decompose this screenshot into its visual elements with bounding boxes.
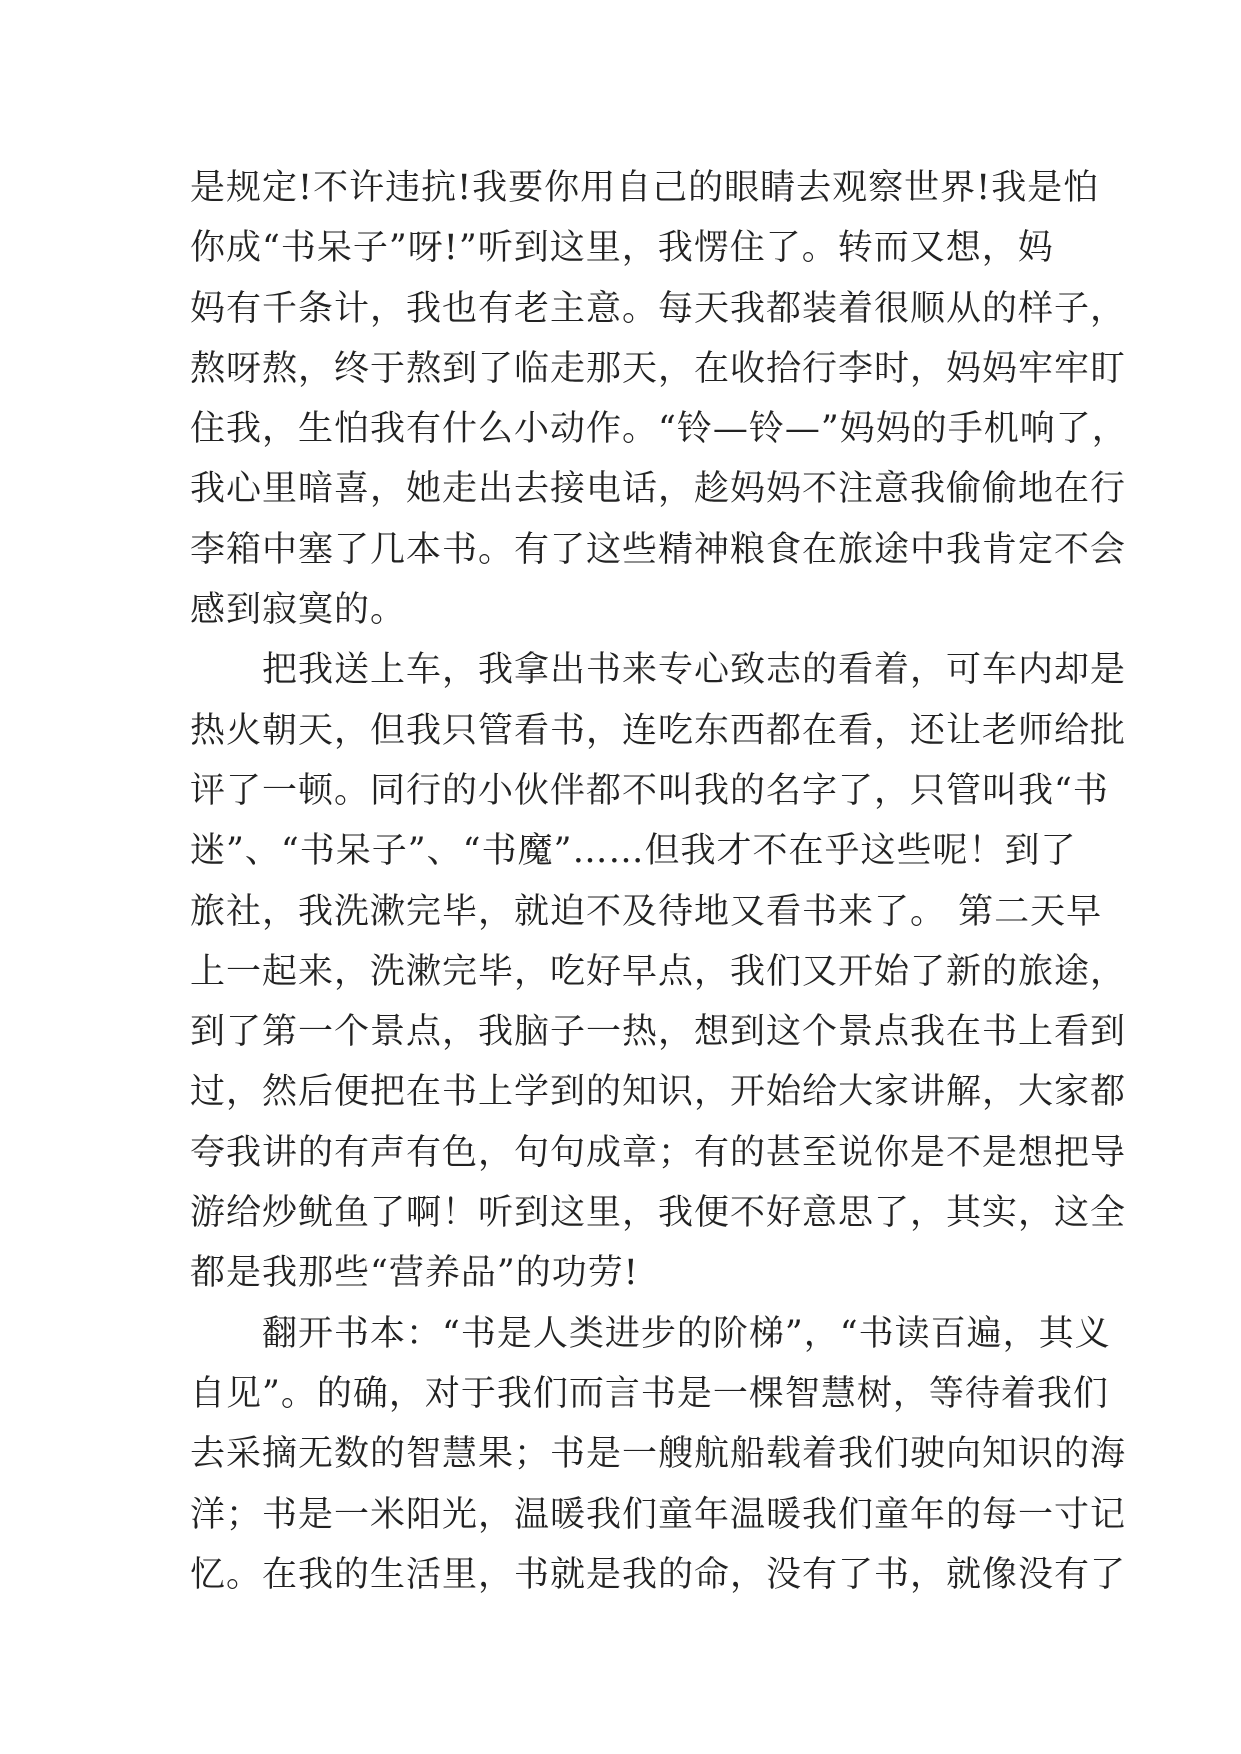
text-line: 妈有千条计，我也有老主意。每天我都装着很顺从的样子， bbox=[190, 288, 1127, 329]
body-text bbox=[190, 158, 1128, 1605]
text-line: 去采摘无数的智慧果；书是一艘航船载着我们驶向知识的海 bbox=[190, 1434, 1127, 1475]
text-line: 过，然后便把在书上学到的知识，开始给大家讲解，大家都 bbox=[190, 1072, 1127, 1113]
text-line: 住我，生怕我有什么小动作。“铃—铃—”妈妈的手机响了， bbox=[190, 409, 1128, 450]
text-line: 迷”、“书呆子”、“书魔”……但我才不在乎这些呢！到了 bbox=[190, 831, 1077, 872]
text-line: 翻开书本：“书是人类进步的阶梯”，“书读百遍，其义 bbox=[190, 1313, 1111, 1354]
text-line: 是规定!不许违抗!我要你用自己的眼睛去观察世界!我是怕 bbox=[190, 168, 1100, 208]
text-line: 我心里暗喜，她走出去接电话，趁妈妈不注意我偷偷地在行 bbox=[190, 469, 1127, 510]
text-line: 旅社，我洗漱完毕，就迫不及待地又看书来了。 第二天早 bbox=[190, 891, 1103, 932]
text-line: 都是我那些“营养品”的功劳! bbox=[190, 1253, 639, 1294]
text-line: 李箱中塞了几本书。有了这些精神粮食在旅途中我肯定不会 bbox=[190, 529, 1127, 570]
text-line: 游给炒鱿鱼了啊！听到这里，我便不好意思了，其实，这全 bbox=[190, 1193, 1127, 1234]
text-line: 把我送上车，我拿出书来专心致志的看着，可车内却是 bbox=[190, 650, 1127, 691]
text-line: 你成“书呆子”呀!”听到这里，我愣住了。转而又想，妈 bbox=[190, 228, 1054, 269]
text-line: 自见”。的确，对于我们而言书是一棵智慧树，等待着我们 bbox=[190, 1373, 1109, 1414]
text-line: 感到寂寞的。 bbox=[190, 590, 407, 631]
text-line: 评了一顿。同行的小伙伴都不叫我的名字了，只管叫我“书 bbox=[190, 770, 1109, 811]
text-line: 上一起来，洗漱完毕，吃好早点，我们又开始了新的旅途， bbox=[190, 951, 1127, 992]
text-line: 夸我讲的有声有色，句句成章；有的甚至说你是不是想把导 bbox=[190, 1132, 1127, 1173]
text-line: 热火朝天，但我只管看书，连吃东西都在看，还让老师给批 bbox=[190, 710, 1127, 751]
text-line: 熬呀熬，终于熬到了临走那天，在收拾行李时，妈妈牢牢盯 bbox=[190, 348, 1127, 389]
text-line: 忆。在我的生活里，书就是我的命，没有了书，就像没有了 bbox=[190, 1554, 1127, 1595]
text-line: 到了第一个景点，我脑子一热，想到这个景点我在书上看到 bbox=[190, 1012, 1127, 1053]
text-line: 洋；书是一米阳光，温暖我们童年温暖我们童年的每一寸记 bbox=[190, 1494, 1127, 1535]
